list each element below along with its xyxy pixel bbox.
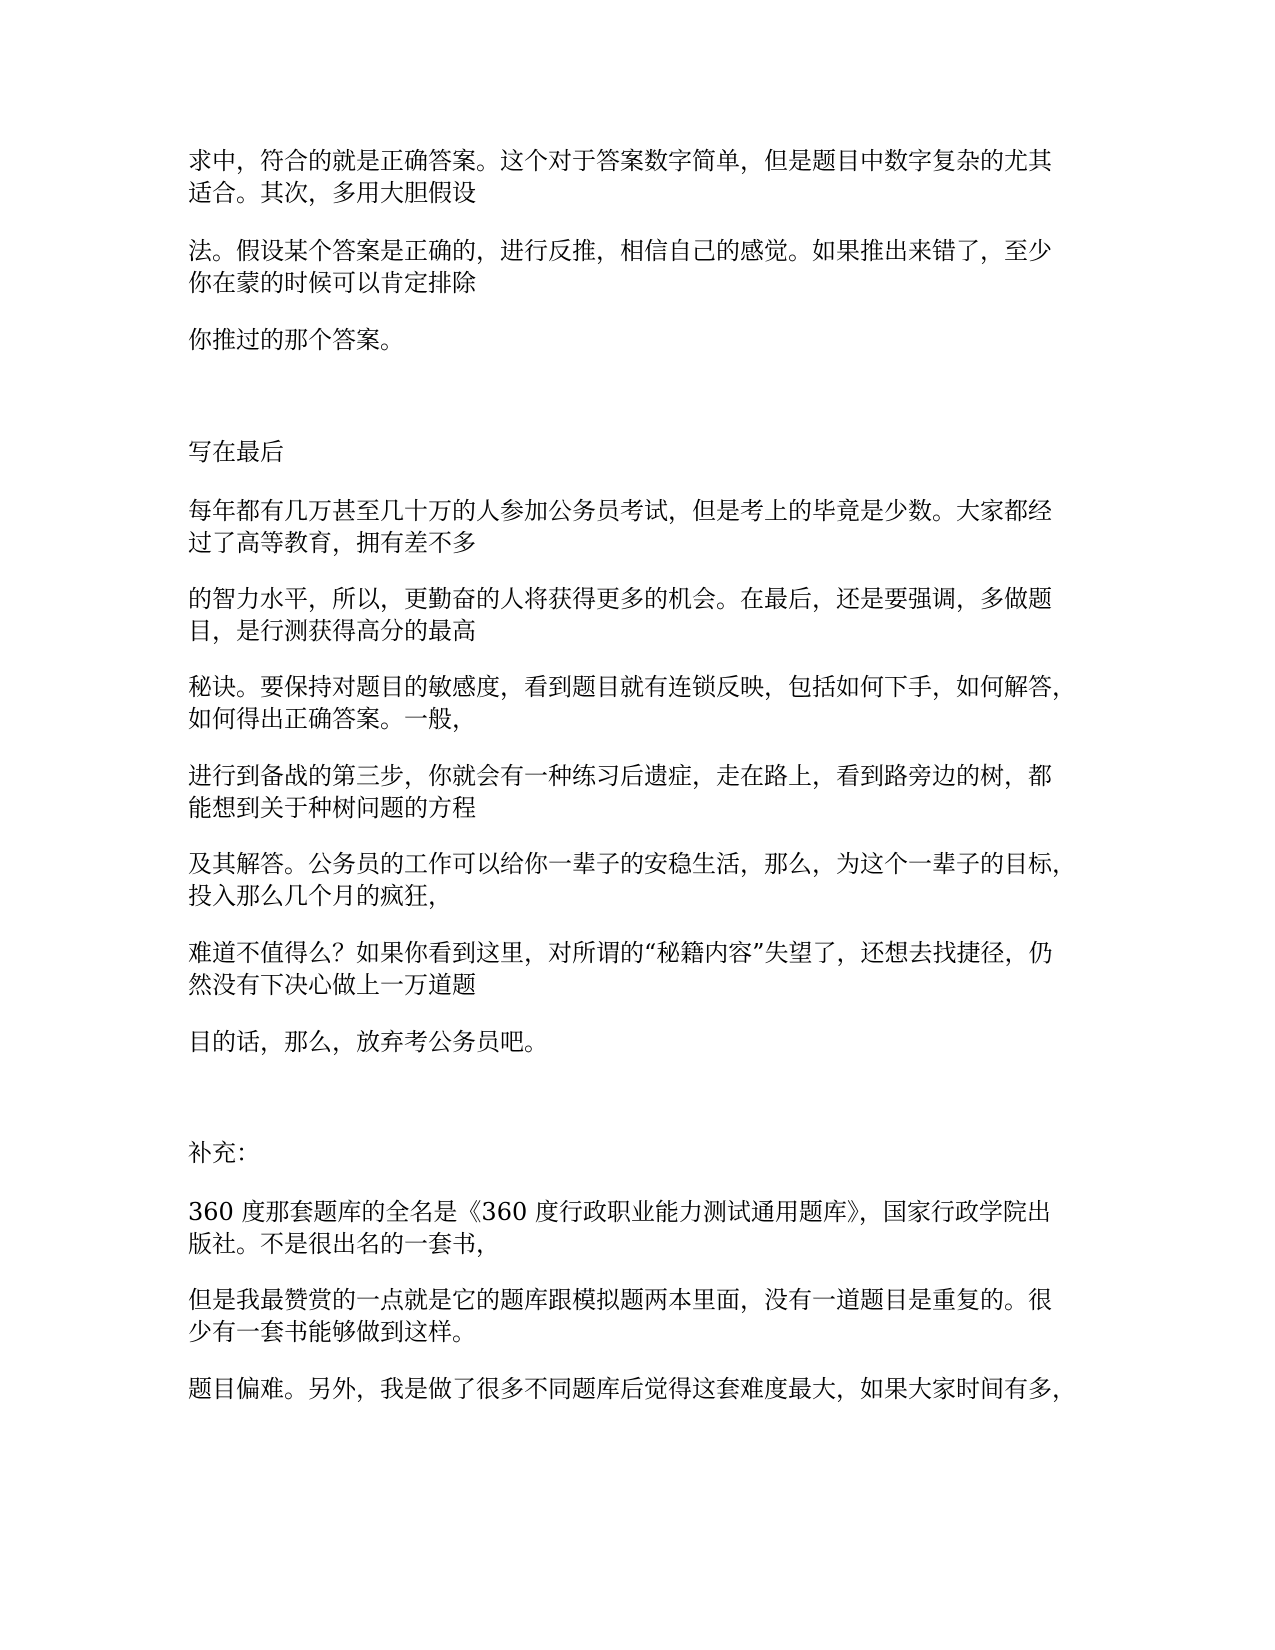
section-heading bbox=[188, 436, 1088, 468]
text-line: 题目偏难。另外，我是做了很多不同题库后觉得这套难度最大，如果大家时间有多， bbox=[188, 1375, 1076, 1403]
paragraph bbox=[188, 235, 1088, 299]
text-line: 能想到关于种树问题的方程 bbox=[188, 794, 476, 822]
paragraph bbox=[188, 671, 1088, 735]
paragraph bbox=[188, 1026, 1088, 1058]
text-line: 补充： bbox=[188, 1139, 260, 1167]
text-line: 法。假设某个答案是正确的，进行反推，相信自己的感觉。如果推出来错了，至少 bbox=[188, 237, 1052, 265]
text-line: 进行到备战的第三步，你就会有一种练习后遗症，走在路上，看到路旁边的树，都 bbox=[188, 762, 1052, 790]
text-line: 少有一套书能够做到这样。 bbox=[188, 1318, 476, 1346]
text-line: 及其解答。公务员的工作可以给你一辈子的安稳生活，那么，为这个一辈子的目标， bbox=[188, 850, 1076, 878]
text-line: 投入那么几个月的疯狂， bbox=[188, 882, 452, 910]
paragraph bbox=[188, 937, 1088, 1001]
text-line: 你在蒙的时候可以肯定排除 bbox=[188, 269, 476, 297]
text-line: 如何得出正确答案。一般， bbox=[188, 705, 476, 733]
paragraph bbox=[188, 1284, 1088, 1348]
text-line: 秘诀。要保持对题目的敏感度，看到题目就有连锁反映，包括如何下手，如何解答， bbox=[188, 673, 1076, 701]
paragraph bbox=[188, 1373, 1088, 1405]
text-line: 的智力水平，所以，更勤奋的人将获得更多的机会。在最后，还是要强调，多做题 bbox=[188, 585, 1052, 613]
text-line: 过了高等教育，拥有差不多 bbox=[188, 529, 476, 557]
text-line: 版社。不是很出名的一套书， bbox=[188, 1230, 500, 1258]
text-line: 你推过的那个答案。 bbox=[188, 326, 404, 354]
text-line: 但是我最赞赏的一点就是它的题库跟模拟题两本里面，没有一道题目是重复的。很 bbox=[188, 1286, 1052, 1314]
paragraph bbox=[188, 145, 1088, 209]
paragraph bbox=[188, 495, 1088, 559]
paragraph bbox=[188, 760, 1088, 824]
text-line: 目，是行测获得高分的最高 bbox=[188, 617, 476, 645]
text-line: 适合。其次，多用大胆假设 bbox=[188, 179, 476, 207]
text-line: 360 度那套题库的全名是《360 度行政职业能力测试通用题库》，国家行政学院出 bbox=[188, 1198, 1051, 1226]
paragraph bbox=[188, 1196, 1088, 1260]
text-line: 每年都有几万甚至几十万的人参加公务员考试，但是考上的毕竟是少数。大家都经 bbox=[188, 497, 1052, 525]
text-line: 然没有下决心做上一万道题 bbox=[188, 971, 476, 999]
paragraph bbox=[188, 324, 1088, 356]
text-line: 求中，符合的就是正确答案。这个对于答案数字简单，但是题目中数字复杂的尤其 bbox=[188, 147, 1052, 175]
paragraph bbox=[188, 848, 1088, 912]
text-line: 目的话，那么，放弃考公务员吧。 bbox=[188, 1028, 548, 1056]
section-heading bbox=[188, 1137, 1088, 1169]
paragraph bbox=[188, 583, 1088, 647]
text-line: 写在最后 bbox=[188, 438, 284, 466]
text-line: 难道不值得么？如果你看到这里，对所谓的“秘籍内容”失望了，还想去找捷径，仍 bbox=[188, 939, 1053, 967]
